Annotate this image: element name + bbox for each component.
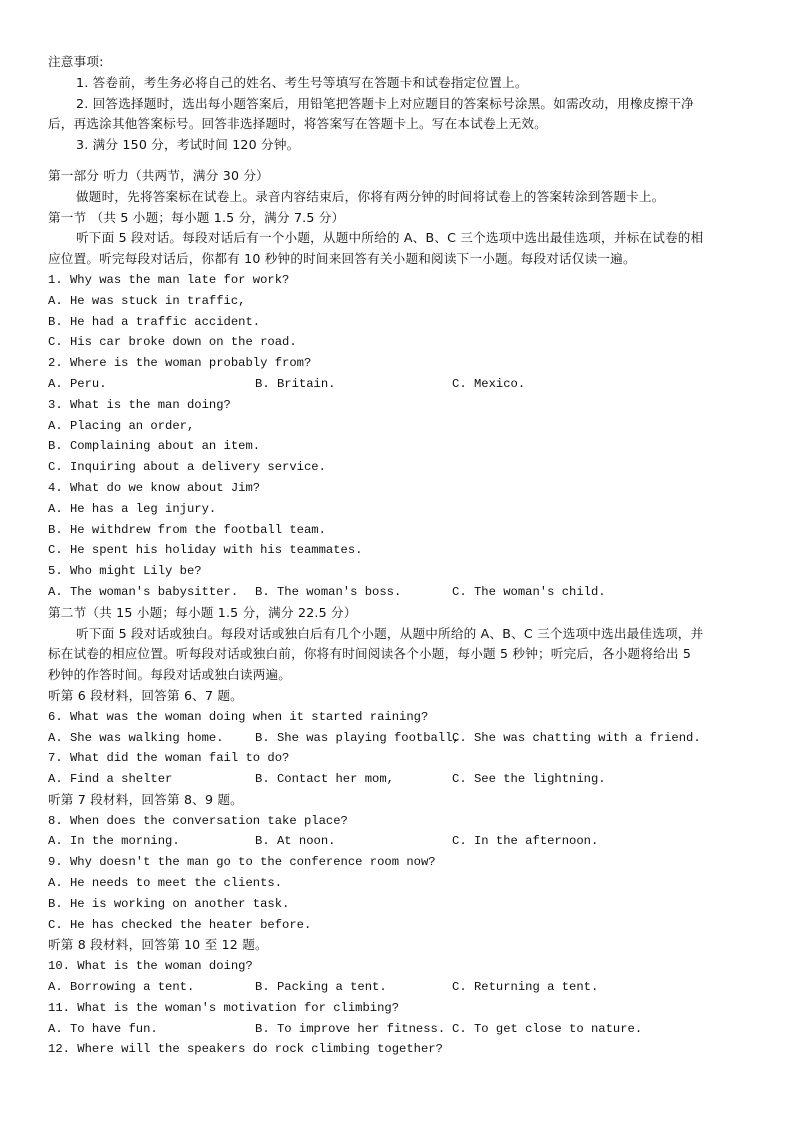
question-10-options <box>48 977 750 998</box>
question-6-options <box>48 728 750 749</box>
question-9-option-c: C. He has checked the heater before. <box>48 917 312 932</box>
question-7-option-c: C. See the lightning. <box>452 772 606 787</box>
section1-title: 第一节 （共 5 小题；每小题 1.5 分，满分 7.5 分） <box>48 209 345 225</box>
question-7-stem: 7. What did the woman fail to do? <box>48 751 290 766</box>
material-8-heading: 听第 8 段材料，回答第 10 至 12 题。 <box>48 937 268 953</box>
question-6-option-c: C. She was chatting with a friend. <box>452 730 701 745</box>
question-8-option-b: B. At noon. <box>255 834 336 849</box>
question-2-option-b: B. Britain. <box>255 376 336 391</box>
question-10-stem: 10. What is the woman doing? <box>48 959 253 974</box>
question-6-stem: 6. What was the woman doing when it started raining? <box>48 709 429 724</box>
spacer <box>48 156 750 166</box>
material-6-heading: 听第 6 段材料，回答第 6、7 题。 <box>48 687 243 703</box>
question-4-option-c: C. He spent his holiday with his teammates. <box>48 543 363 558</box>
notice-title: 注意事项: <box>48 54 104 69</box>
question-7-option-b: B. Contact her mom, <box>255 772 394 787</box>
question-1-option-b: B. He had a traffic accident. <box>48 314 261 329</box>
section2-instruction-3: 秒钟的作答时间。每段对话或独白读两遍。 <box>48 667 292 683</box>
question-7-options <box>48 769 750 790</box>
question-3-option-c: C. Inquiring about a delivery service. <box>48 460 326 475</box>
question-11-option-b: B. To improve her fitness. <box>255 1021 446 1036</box>
question-2-options <box>48 374 750 395</box>
section2-instruction-1: 听下面 5 段对话或独白。每段对话或独白后有几个小题，从题中所给的 A、B、C 三个选项中选出最佳选项，并 <box>76 625 704 641</box>
question-4-option-b: B. He withdrew from the football team. <box>48 522 326 537</box>
question-10-option-b: B. Packing a tent. <box>255 980 387 995</box>
question-11-options <box>48 1019 750 1040</box>
question-8-stem: 8. When does the conversation take place? <box>48 813 348 828</box>
question-8-option-a: A. In the morning. <box>48 834 180 849</box>
question-4-option-a: A. He has a leg injury. <box>48 501 217 516</box>
question-9-option-a: A. He needs to meet the clients. <box>48 876 283 891</box>
question-11-option-a: A. To have fun. <box>48 1021 158 1036</box>
question-10-option-a: A. Borrowing a tent. <box>48 980 195 995</box>
section1-instruction-2: 应位置。听完每段对话后，你都有 10 秒钟的时间来回答有关小题和阅读下一小题。每段对话仅读一遍。 <box>48 251 636 267</box>
notice-item-2: 2. 回答选择题时，选出每小题答案后，用铅笔把答题卡上对应题目的答案标号涂黑。如需改动，用橡皮擦干净 <box>76 95 694 111</box>
notice-item-1: 1. 答卷前，考生务必将自己的姓名、考生号等填写在答题卡和试卷指定位置上。 <box>76 74 528 90</box>
question-2-option-c: C. Mexico. <box>452 376 526 391</box>
question-5-option-a: A. The woman's babysitter. <box>48 584 239 599</box>
part1-instruction: 做题时，先将答案标在试卷上。录音内容结束后，你将有两分钟的时间将试卷上的答案转涂到答题卡上。 <box>76 188 665 204</box>
section2-title: 第二节（共 15 小题；每小题 1.5 分，满分 22.5 分） <box>48 604 357 620</box>
question-8-options <box>48 831 750 852</box>
question-3-stem: 3. What is the man doing? <box>48 397 231 412</box>
question-9-stem: 9. Why doesn't the man go to the conference room now? <box>48 855 436 870</box>
question-1-stem: 1. Why was the man late for work? <box>48 272 290 287</box>
question-6-option-a: A. She was walking home. <box>48 730 224 745</box>
question-5-stem: 5. Who might Lily be? <box>48 564 202 579</box>
question-3-option-a: A. Placing an order, <box>48 418 195 433</box>
question-5-options <box>48 582 750 603</box>
question-12-stem: 12. Where will the speakers do rock climbing together? <box>48 1042 443 1057</box>
question-2-option-a: A. Peru. <box>48 376 107 391</box>
exam-page <box>48 52 750 1060</box>
question-2-stem: 2. Where is the woman probably from? <box>48 356 312 371</box>
question-5-option-c: C. The woman's child. <box>452 584 606 599</box>
notice-item-3: 3. 满分 150 分，考试时间 120 分钟。 <box>76 137 300 153</box>
question-3-option-b: B. Complaining about an item. <box>48 439 261 454</box>
section2-instruction-2: 标在试卷的相应位置。听每段对话或独白前，你将有时间阅读各个小题，每小题 5 秒钟；听完后，各小题将给出 5 <box>48 646 692 662</box>
part1-title: 第一部分 听力（共两节，满分 30 分） <box>48 167 269 183</box>
question-7-option-a: A. Find a shelter <box>48 772 173 787</box>
notice-item-2-cont: 后，再选涂其他答案标号。回答非选择题时，将答案写在答题卡上。写在本试卷上无效。 <box>48 116 547 132</box>
question-8-option-c: C. In the afternoon. <box>452 834 599 849</box>
question-6-option-b: B. She was playing football, <box>255 730 460 745</box>
question-5-option-b: B. The woman's boss. <box>255 584 402 599</box>
material-7-heading: 听第 7 段材料，回答第 8、9 题。 <box>48 791 243 807</box>
question-10-option-c: C. Returning a tent. <box>452 980 599 995</box>
question-4-stem: 4. What do we know about Jim? <box>48 480 261 495</box>
question-11-option-c: C. To get close to nature. <box>452 1021 643 1036</box>
question-9-option-b: B. He is working on another task. <box>48 896 290 911</box>
section1-instruction-1: 听下面 5 段对话。每段对话后有一个小题，从题中所给的 A、B、C 三个选项中选出最佳选项，并标在试卷的相 <box>76 230 704 246</box>
question-11-stem: 11. What is the woman's motivation for climbing? <box>48 1000 400 1015</box>
question-1-option-c: C. His car broke down on the road. <box>48 335 297 350</box>
question-1-option-a: A. He was stuck in traffic, <box>48 293 246 308</box>
